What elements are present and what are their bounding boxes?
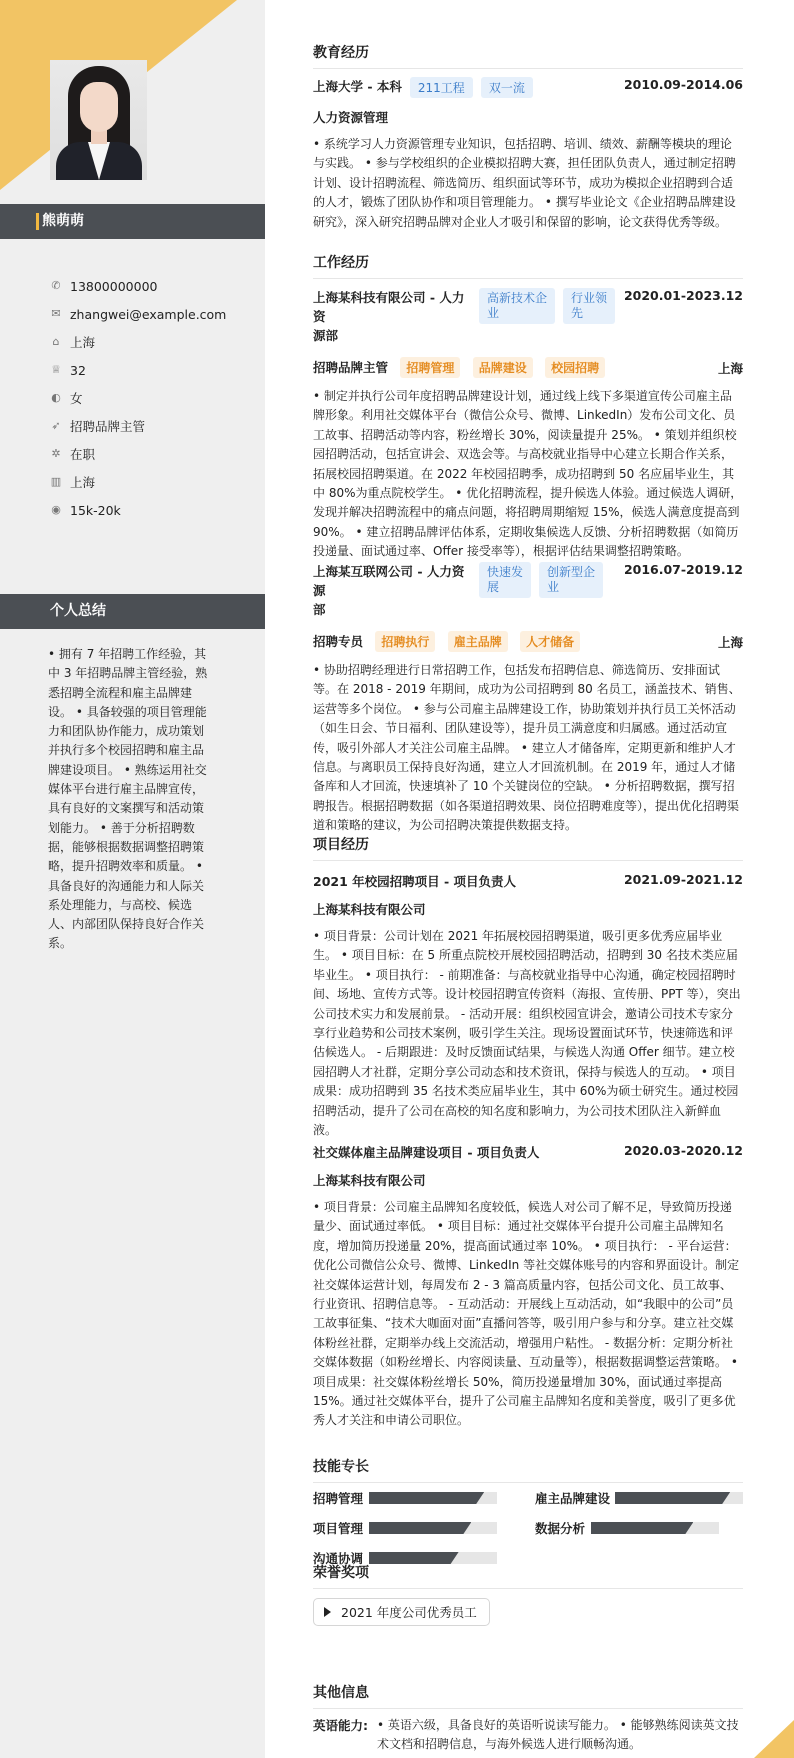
target-city-value: 上海: [70, 475, 96, 490]
age-icon: ♕: [51, 363, 61, 376]
project-name: 社交媒体雇主品牌建设项目 - 项目负责人: [313, 1145, 540, 1160]
company-tag: 快速发 展: [479, 562, 531, 598]
company-tag: 高新技术企 业: [479, 288, 555, 324]
salary-icon: ◉: [51, 503, 61, 516]
location-value: 上海: [70, 335, 96, 350]
avatar: [50, 60, 147, 180]
job-role: 招聘专员: [313, 634, 364, 649]
job-city: 上海: [717, 360, 743, 376]
project-company: 上海某科技有限公司: [313, 902, 426, 917]
skill-bar: [591, 1522, 719, 1534]
education-date: 2010.09-2014.06: [623, 77, 743, 92]
education-description: • 系统学习人力资源管理专业知识，包括招聘、培训、绩效、薪酬等模块的理论与实践。 • 参与学校组织的企业模拟招聘大赛，担任团队负责人，通过制定招聘计划、设计招聘流程、筛选简历、组织面试等环节，成功为模拟企业招聘到合适的人才，锻炼了团队协作和项目管理能力。 • 撰写毕业论文《企业招聘品牌建设研究》，深入研究招聘品牌对企业人才吸引和保留的影响，论文获得优秀等级。: [313, 137, 736, 229]
school-name: 上海大学 - 本科: [313, 79, 402, 94]
job-date: 2020.01-2023.12: [623, 288, 743, 303]
work-section-title: 工作经历: [313, 252, 743, 279]
skill-label: 项目管理: [313, 1521, 364, 1536]
project-description: • 项目背景：公司雇主品牌知名度较低，候选人对公司了解不足，导致简历投递量少、面试通过率低。 • 项目目标：通过社交媒体平台提升公司雇主品牌知名度，增加简历投递量 20%，提高面试通过率 10%。 • 项目执行： - 平台运营：优化公司微信公众号、微博、LinkedIn 等社交媒体账号的内容和界面设计。制定社交媒体运营计划，每周发布 2 - 3 篇高质量内容，包括公司文化、员工故事、行业资讯、招聘信息等。 - 互动活动：开展线上互动活动，如“我眼中的公司”员工故事征集、“技术大咖面对面”直播问答等，吸引用户参与和分享。建立社交媒体粉丝社群，定期举办线上交流活动，增强用户粘性。 - 数据分析：定期分析社交媒体数据（如粉丝增长、内容阅读量、互动量等），根据数据调整运营策略。 • 项目成果：社交媒体粉丝增长 50%，简历投递量增加 30%，面试通过率提高 15%。通过社交媒体平台，提升了公司雇主品牌知名度和美誉度，吸引了更多优秀人才关注和申请公司职位。: [313, 1200, 740, 1428]
info-salary: [50, 496, 250, 524]
skill-bar: [369, 1522, 497, 1534]
company-tag: 创新型企 业: [539, 562, 603, 598]
skill-item: [313, 1520, 497, 1536]
info-target-city: [50, 468, 250, 496]
target-job-value: 招聘品牌主管: [70, 419, 146, 434]
other-info-row: [313, 1716, 743, 1755]
project-date: 2020.03-2020.12: [623, 1143, 743, 1158]
job-description: • 协助招聘经理进行日常招聘工作，包括发布招聘信息、筛选简历、安排面试等。在 2018 - 2019 年期间，成功为公司招聘到 80 名员工，涵盖技术、销售、运营等多个岗位。 • 参与公司雇主品牌建设工作，协助策划并执行员工关怀活动（如生日会、节日福利、团队建设等），提升员工满意度和归属感。通过活动宣传，吸引外部人才关注公司雇主品牌。 • 建立人才储备库，定期更新和维护人才信息。与离职员工保持良好沟通，建立人才回流机制。在 2019 年，通过人才储备库和人才回流，快速填补了 10 个关键岗位的空缺。 • 分析招聘数据，撰写招聘报告。根据招聘数据（如各渠道招聘效果、岗位招聘难度等），提出优化招聘渠道和策略的建议，为公司招聘决策提供数据支持。: [313, 663, 741, 833]
project-name: 2021 年校园招聘项目 - 项目负责人: [313, 874, 517, 889]
skill-tag: 品牌建设: [473, 357, 533, 378]
info-phone: [50, 272, 250, 300]
phone-value: 13800000000: [70, 278, 158, 294]
sidebar: [0, 0, 265, 1758]
send-icon: ➶: [51, 419, 61, 432]
skill-tag: 校园招聘: [545, 357, 605, 378]
project-entry: [313, 1143, 743, 1431]
education-section-title: 教育经历: [313, 42, 743, 69]
decorative-corner: [754, 1720, 794, 1758]
award-label: 2021 年度公司优秀员工: [341, 1605, 477, 1620]
info-status: [50, 440, 250, 468]
skill-tag: 雇主品牌: [448, 631, 508, 652]
award-item: [313, 1598, 490, 1626]
city-icon: ▥: [50, 475, 62, 488]
candidate-name: 熊萌萌: [42, 213, 84, 229]
job-date: 2016.07-2019.12: [623, 562, 743, 577]
skills-section-title: 技能专长: [313, 1456, 743, 1483]
info-gender: [50, 384, 250, 412]
skill-label: 招聘管理: [313, 1491, 364, 1506]
skill-tag: 人才储备: [520, 631, 580, 652]
major: 人力资源管理: [313, 110, 389, 125]
info-location: [50, 328, 250, 356]
skill-item: [313, 1490, 497, 1506]
skill-label: 雇主品牌建设: [535, 1491, 611, 1506]
info-age: [50, 356, 250, 384]
name-accent: [36, 213, 39, 230]
work-entry: [313, 288, 743, 562]
home-icon: ⌂: [52, 335, 60, 348]
phone-icon: ✆: [51, 279, 61, 292]
project-entry: [313, 872, 743, 1140]
skill-label: 沟通协调: [313, 1551, 364, 1566]
job-city: 上海: [717, 634, 743, 650]
school-tag: 211工程: [410, 77, 473, 98]
job-description: • 制定并执行公司年度招聘品牌建设计划，通过线上线下多渠道宣传公司雇主品牌形象。利用社交媒体平台（微信公众号、微博、LinkedIn）发布公司文化、员工故事、招聘活动等内容，粉丝增长 30%，阅读量提升 25%。 • 策划并组织校园招聘活动，包括宣讲会、双选会等。与高校就业指导中心建立长期合作关系，拓展校园招聘渠道。在 2022 年校园招聘季，成功招聘到 50 名应届毕业生，其中 80%为重点院校学生。 • 优化招聘流程，提升候选人体验。通过候选人调研，发现并解决招聘流程中的痛点问题，将招聘周期缩短 15%，候选人满意度提高到 90%。 • 建立招聘品牌评估体系，定期收集候选人反馈、分析招聘数据（如简历投递量、面试通过率、Offer 接受率等），根据评估结果调整招聘策略。: [313, 389, 743, 559]
skill-bar: [369, 1492, 497, 1504]
company-name: 上海某互联网公司 - 人力资源 部: [313, 564, 465, 617]
skill-item: [535, 1520, 719, 1536]
status-icon: ✲: [51, 447, 61, 460]
email-value: zhangwei@example.com: [70, 306, 227, 322]
school-tag: 双一流: [481, 77, 533, 98]
job-role: 招聘品牌主管: [313, 360, 389, 375]
email-icon: ✉: [51, 307, 61, 320]
other-section-title: 其他信息: [313, 1682, 743, 1709]
summary-title: 个人总结: [0, 594, 265, 629]
project-description: • 项目背景：公司计划在 2021 年拓展校园招聘渠道，吸引更多优秀应届毕业生。 • 项目目标：在 5 所重点院校开展校园招聘活动，招聘到 30 名技术类应届毕业生。 • 项目执行： - 前期准备：与高校就业指导中心沟通，确定校园招聘时间、场地、宣传方式等。设计校园招聘宣传资料（海报、宣传册、PPT 等），突出公司技术实力和发展前景。 - 活动开展：组织校园宣讲会，邀请公司技术专家分享行业趋势和公司技术案例，吸引学生关注。现场设置面试环节，快速筛选和评估候选人。 - 后期跟进：及时反馈面试结果，与候选人沟通 Offer 细节。建立校园招聘人才社群，定期分享公司动态和技术资讯，保持与候选人的互动。 • 项目成果：成功招聘到 35 名技术类应届毕业生，其中 60%为硕士研究生。通过校园招聘活动，提升了公司在高校的知名度和影响力，为公司技术团队注入新鲜血液。: [313, 929, 741, 1138]
company-tag: 行业领 先: [563, 288, 615, 324]
skill-item: [535, 1490, 743, 1506]
info-email: [50, 300, 250, 328]
other-info-label: 英语能力:: [313, 1718, 368, 1733]
education-entry: [313, 77, 743, 232]
project-section-title: 项目经历: [313, 834, 743, 861]
skill-bar: [615, 1492, 743, 1504]
play-icon: [324, 1607, 331, 1617]
skill-tag: 招聘管理: [400, 357, 460, 378]
gender-icon: ◐: [51, 391, 61, 404]
age-value: 32: [70, 362, 86, 378]
gender-value: 女: [70, 391, 83, 406]
name-bar: [0, 204, 265, 239]
skill-label: 数据分析: [535, 1521, 586, 1536]
info-target-job: [50, 412, 250, 440]
other-info-text: • 英语六级，具备良好的英语听说读写能力。 • 能够熟练阅读英文技术文档和招聘信息，与海外候选人进行顺畅沟通。: [377, 1718, 739, 1752]
salary-value: 15k-20k: [70, 502, 121, 518]
project-date: 2021.09-2021.12: [623, 872, 743, 887]
skill-tag: 招聘执行: [375, 631, 435, 652]
company-name: 上海某科技有限公司 - 人力资 源部: [313, 290, 465, 343]
project-company: 上海某科技有限公司: [313, 1173, 426, 1188]
honors-section-title: 荣誉奖项: [313, 1562, 743, 1589]
summary-text: • 拥有 7 年招聘工作经验，其中 3 年招聘品牌主管经验，熟悉招聘全流程和雇主品牌建设。 • 具备较强的项目管理能力和团队协作能力，成功策划并执行多个校园招聘和雇主品牌建设项目。 • 熟练运用社交媒体平台进行雇主品牌宣传，具有良好的文案撰写和活动策划能力。 • 善于分析招聘数据，能够根据数据调整招聘策略，提升招聘效率和质量。 • 具备良好的沟通能力和人际关系处理能力，与高校、候选人、内部团队保持良好合作关系。: [48, 647, 208, 951]
work-entry: [313, 562, 743, 836]
status-value: 在职: [70, 447, 96, 462]
contact-info: [50, 272, 250, 524]
